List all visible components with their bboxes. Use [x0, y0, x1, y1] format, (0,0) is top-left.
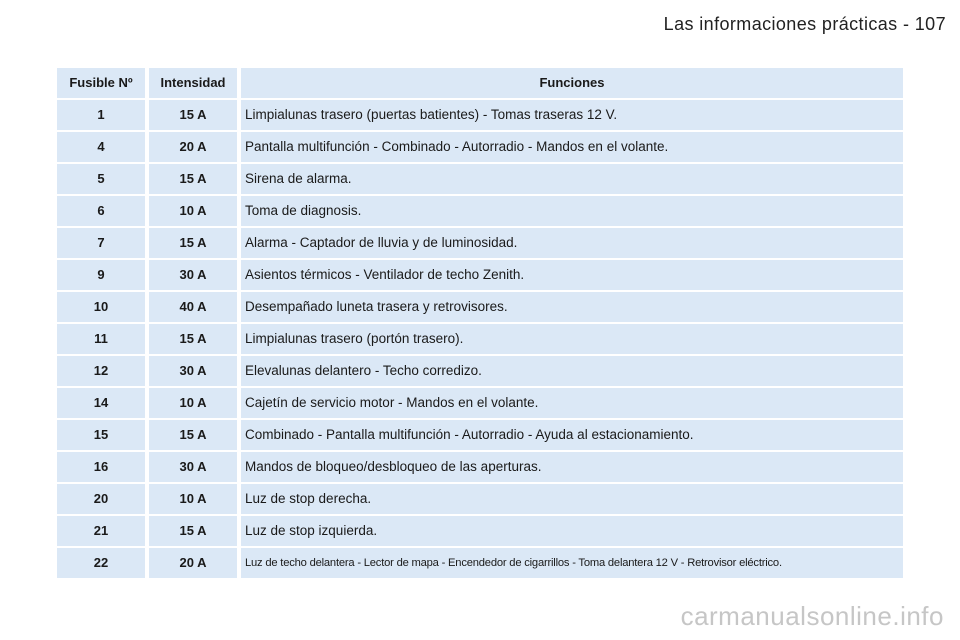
table-row [57, 228, 903, 258]
intensity-cell: 20 A [149, 548, 237, 578]
intensity-cell: 15 A [149, 164, 237, 194]
watermark: carmanualsonline.info [680, 601, 944, 631]
intensity-cell: 30 A [149, 452, 237, 482]
intensity-cell: 20 A [149, 132, 237, 162]
fuse-table [57, 68, 903, 580]
intensity-cell: 15 A [149, 516, 237, 546]
header-intensity: Intensidad [149, 68, 237, 98]
intensity-cell: 10 A [149, 484, 237, 514]
fuse-number-cell: 5 [57, 164, 145, 194]
function-cell: Luz de stop izquierda. [241, 516, 903, 546]
fuse-number-cell: 20 [57, 484, 145, 514]
table-row [57, 420, 903, 450]
table-row [57, 100, 903, 130]
table-body [57, 100, 903, 578]
table-row [57, 356, 903, 386]
fuse-number-cell: 14 [57, 388, 145, 418]
function-cell: Luz de stop derecha. [241, 484, 903, 514]
fuse-number-cell: 16 [57, 452, 145, 482]
table-header-row [57, 68, 903, 98]
function-cell: Limpialunas trasero (puertas batientes) - Tomas traseras 12 V. [241, 100, 903, 130]
fuse-number-cell: 1 [57, 100, 145, 130]
function-cell: Combinado - Pantalla multifunción - Autorradio - Ayuda al estacionamiento. [241, 420, 903, 450]
fuse-number-cell: 21 [57, 516, 145, 546]
function-cell: Sirena de alarma. [241, 164, 903, 194]
header-functions: Funciones [241, 68, 903, 98]
intensity-cell: 30 A [149, 260, 237, 290]
fuse-number-cell: 9 [57, 260, 145, 290]
table-row [57, 196, 903, 226]
table-row [57, 260, 903, 290]
table-row [57, 484, 903, 514]
function-cell: Elevalunas delantero - Techo corredizo. [241, 356, 903, 386]
function-cell: Luz de techo delantera - Lector de mapa - Encendedor de cigarrillos - Toma delantera 12 V - Retrovisor eléctrico. [241, 548, 903, 578]
table-row [57, 164, 903, 194]
table-row [57, 452, 903, 482]
fuse-number-cell: 4 [57, 132, 145, 162]
header-fuse-number: Fusible Nº [57, 68, 145, 98]
table-row [57, 132, 903, 162]
intensity-cell: 15 A [149, 228, 237, 258]
fuse-number-cell: 15 [57, 420, 145, 450]
function-cell: Mandos de bloqueo/desbloqueo de las aperturas. [241, 452, 903, 482]
function-cell: Toma de diagnosis. [241, 196, 903, 226]
function-cell: Asientos térmicos - Ventilador de techo Zenith. [241, 260, 903, 290]
table-row [57, 324, 903, 354]
intensity-cell: 10 A [149, 388, 237, 418]
table-row [57, 516, 903, 546]
intensity-cell: 15 A [149, 420, 237, 450]
intensity-cell: 15 A [149, 324, 237, 354]
fuse-number-cell: 12 [57, 356, 145, 386]
function-cell: Pantalla multifunción - Combinado - Autorradio - Mandos en el volante. [241, 132, 903, 162]
intensity-cell: 15 A [149, 100, 237, 130]
page-header: Las informaciones prácticas - 107 [663, 14, 946, 34]
function-cell: Cajetín de servicio motor - Mandos en el volante. [241, 388, 903, 418]
table-row [57, 292, 903, 322]
function-cell: Alarma - Captador de lluvia y de luminosidad. [241, 228, 903, 258]
fuse-number-cell: 11 [57, 324, 145, 354]
fuse-number-cell: 6 [57, 196, 145, 226]
function-cell: Limpialunas trasero (portón trasero). [241, 324, 903, 354]
function-cell: Desempañado luneta trasera y retrovisores. [241, 292, 903, 322]
fuse-number-cell: 10 [57, 292, 145, 322]
intensity-cell: 10 A [149, 196, 237, 226]
table-row [57, 388, 903, 418]
fuse-number-cell: 7 [57, 228, 145, 258]
table-row [57, 548, 903, 578]
intensity-cell: 40 A [149, 292, 237, 322]
fuse-number-cell: 22 [57, 548, 145, 578]
intensity-cell: 30 A [149, 356, 237, 386]
